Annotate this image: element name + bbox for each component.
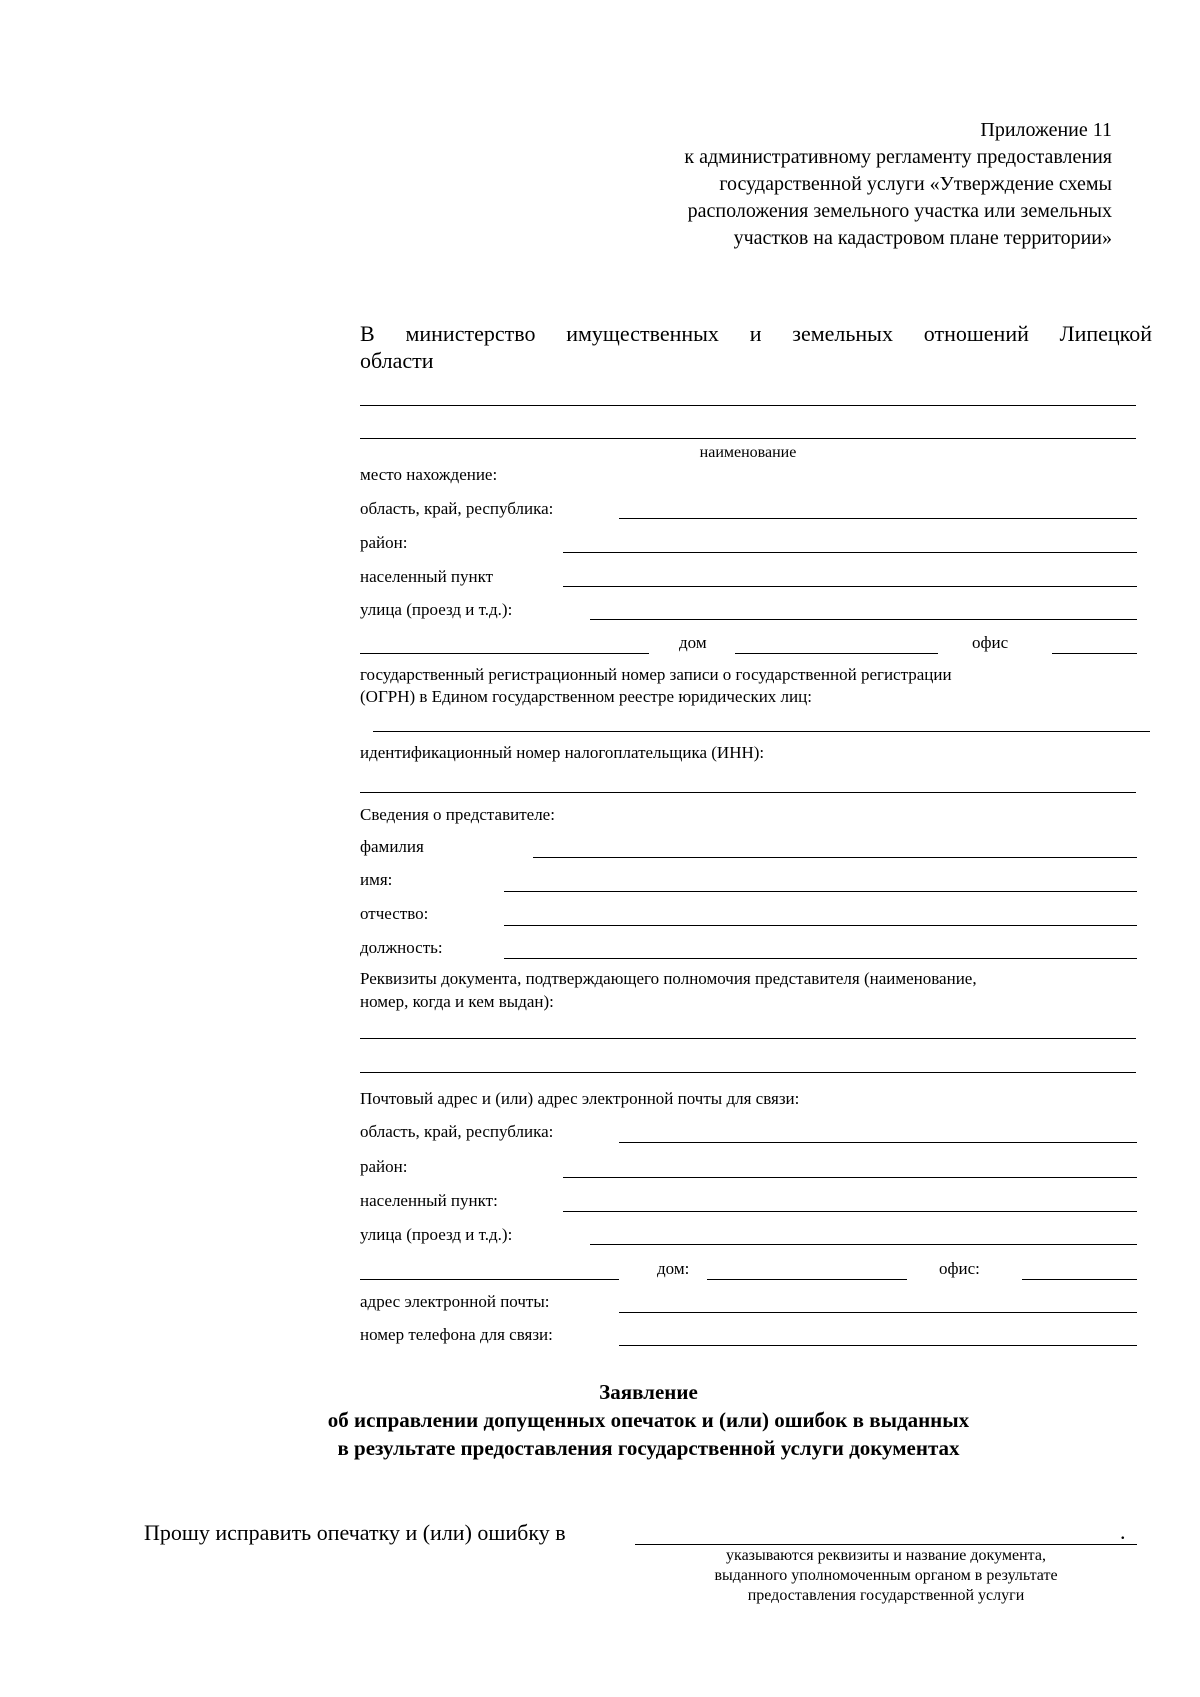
statement-title-line-3: в результате предоставления государственной услуги документах xyxy=(337,1436,960,1460)
request-period: . xyxy=(1120,1519,1126,1544)
representative-doc-label-1: Реквизиты документа, подтверждающего полномочия представителя (наименование, xyxy=(360,969,977,988)
contact-street-field[interactable] xyxy=(590,1244,1137,1245)
position-field[interactable] xyxy=(504,958,1137,959)
applicant-name-line-1[interactable] xyxy=(360,405,1136,406)
representative-heading: Сведения о представителе: xyxy=(360,805,555,824)
request-text: Прошу исправить опечатку и (или) ошибку в xyxy=(144,1520,566,1545)
addressee-line-2: области xyxy=(360,348,434,373)
position-label: должность: xyxy=(360,938,443,957)
statement-title xyxy=(0,1378,1200,1462)
name-label: имя: xyxy=(360,870,393,889)
patronymic-label: отчество: xyxy=(360,904,429,923)
ogrn-field[interactable] xyxy=(373,731,1150,732)
appendix-line-2: к административному регламенту предоставления xyxy=(684,146,1112,168)
contact-office-label: офис: xyxy=(939,1259,980,1278)
applicant-office-field[interactable] xyxy=(1052,653,1137,654)
statement-title-line-2: об исправлении допущенных опечаток и (или) ошибок в выданных xyxy=(327,1408,970,1432)
document-details-caption xyxy=(635,1546,1137,1606)
contact-locality-label: населенный пункт: xyxy=(360,1191,498,1210)
contact-house-label: дом: xyxy=(657,1259,690,1278)
location-label: место нахождение: xyxy=(360,465,498,484)
appendix-line-3: государственной услуги «Утверждение схемы xyxy=(719,173,1112,195)
applicant-locality-field[interactable] xyxy=(563,586,1137,587)
contact-district-label: район: xyxy=(360,1157,408,1176)
document-caption-line-1: указываются реквизиты и название документа, xyxy=(726,1547,1046,1564)
appendix-line-5: участков на кадастровом плане территории» xyxy=(733,227,1112,249)
name-field[interactable] xyxy=(504,891,1137,892)
contact-street-label: улица (проезд и т.д.): xyxy=(360,1225,513,1244)
addressee-line-1: В министерство имущественных и земельных отношений Липецкой xyxy=(360,321,1152,346)
patronymic-field[interactable] xyxy=(504,925,1137,926)
document-caption-line-2: выданного уполномоченным органом в результате xyxy=(714,1567,1058,1584)
inn-field[interactable] xyxy=(360,792,1136,793)
applicant-region-label: область, край, республика: xyxy=(360,499,554,518)
applicant-name-line-2[interactable] xyxy=(360,438,1136,439)
surname-label: фамилия xyxy=(360,837,424,856)
applicant-name-caption: наименование xyxy=(699,444,797,461)
applicant-office-label: офис xyxy=(972,633,1009,652)
surname-field[interactable] xyxy=(533,857,1137,858)
applicant-district-field[interactable] xyxy=(563,552,1137,553)
phone-field[interactable] xyxy=(619,1345,1137,1346)
representative-doc-label-2: номер, когда и кем выдан): xyxy=(360,992,554,1011)
email-field[interactable] xyxy=(619,1312,1137,1313)
addressee xyxy=(360,320,1152,374)
appendix-line-1: Приложение 11 xyxy=(980,119,1112,141)
statement-title-line-1: Заявление xyxy=(599,1380,698,1404)
applicant-house-label: дом xyxy=(679,633,707,652)
applicant-house-field[interactable] xyxy=(735,653,938,654)
applicant-street-continued-field[interactable] xyxy=(360,653,649,654)
applicant-locality-label: населенный пункт xyxy=(360,567,494,586)
representative-doc-field-2[interactable] xyxy=(360,1072,1136,1073)
email-label: адрес электронной почты: xyxy=(360,1292,550,1311)
appendix-line-4: расположения земельного участка или земельных xyxy=(687,200,1112,222)
representative-doc-field-1[interactable] xyxy=(360,1038,1136,1039)
document-caption-line-3: предоставления государственной услуги xyxy=(747,1587,1025,1604)
contact-heading: Почтовый адрес и (или) адрес электронной почты для связи: xyxy=(360,1089,800,1108)
ogrn-label-line-1: государственный регистрационный номер записи о государственной регистрации xyxy=(360,665,952,684)
applicant-street-field[interactable] xyxy=(590,619,1137,620)
contact-region-field[interactable] xyxy=(619,1142,1137,1143)
inn-label: идентификационный номер налогоплательщика (ИНН): xyxy=(360,743,765,762)
contact-region-label: область, край, республика: xyxy=(360,1122,554,1141)
appendix-header xyxy=(684,117,1112,252)
applicant-district-label: район: xyxy=(360,533,408,552)
contact-locality-field[interactable] xyxy=(563,1211,1137,1212)
applicant-street-label: улица (проезд и т.д.): xyxy=(360,600,513,619)
contact-office-field[interactable] xyxy=(1022,1279,1137,1280)
ogrn-label-line-2: (ОГРН) в Едином государственном реестре юридических лиц: xyxy=(360,687,812,706)
phone-label: номер телефона для связи: xyxy=(360,1325,553,1344)
contact-street-continued-field[interactable] xyxy=(360,1279,619,1280)
contact-district-field[interactable] xyxy=(563,1177,1137,1178)
document-details-field[interactable] xyxy=(635,1544,1137,1545)
applicant-region-field[interactable] xyxy=(619,518,1137,519)
contact-house-field[interactable] xyxy=(707,1279,907,1280)
